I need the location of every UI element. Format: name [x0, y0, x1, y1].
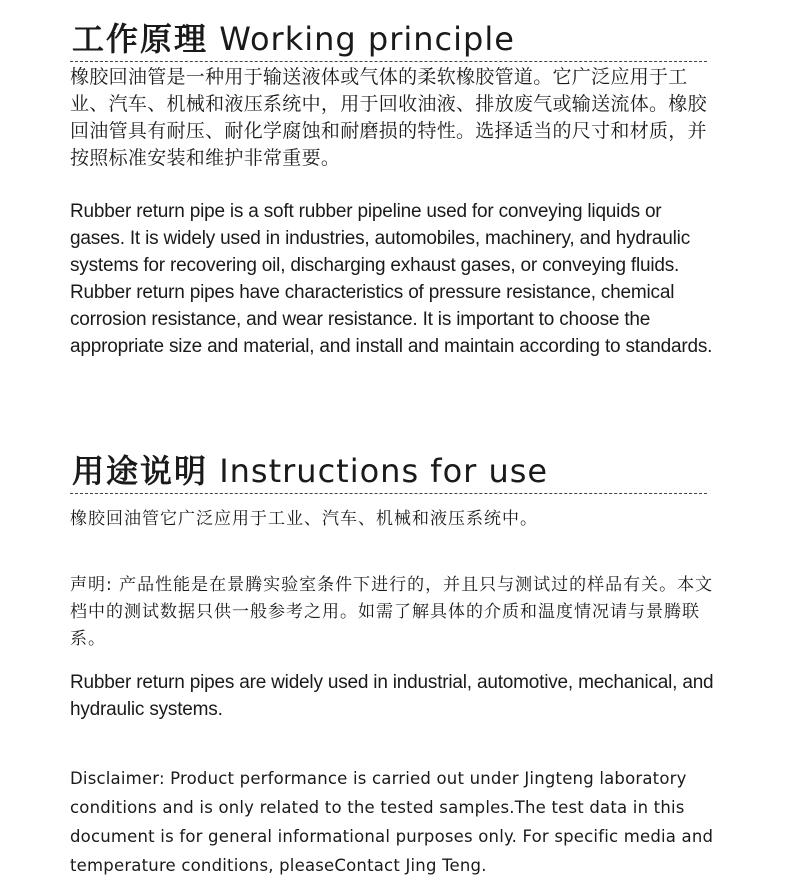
disclaimer-cn: 声明: 产品性能是在景腾实验室条件下进行的，并且只与测试过的样品有关。本文档中的测试数据只供一般参考之用。如需了解具体的介质和温度情况请与景腾联系。 [70, 575, 714, 649]
instructions-text-en: Rubber return pipes are widely used in industrial, automotive, mechanical, and hydraulic systems. [70, 672, 714, 720]
instructions-title-cn: 用途说明 [72, 452, 209, 490]
working-principle-title-cn: 工作原理 [72, 20, 209, 58]
working-principle-text-en: Rubber return pipe is a soft rubber pipeline used for conveying liquids or gases. It is widely used in industries, automobiles, machinery, and hydraulic systems for recovering oil, discharging exhaust gases, or conveying fluids. Rubber return pipes have characteristics of pressure resistance, chemical corrosion resistance, and wear resistance. It is important to choose the appropriate size and material, and install and maintain according to standards. [70, 201, 713, 357]
disclaimer-en: Disclaimer: Product performance is carried out under Jingteng laboratory conditions and is only related to the tested samples.The test data in this document is for general informational purposes only. For specific media and temperature conditions, pleaseContact Jing Teng. [70, 769, 714, 875]
instructions-title-en: Instructions for use [219, 452, 549, 490]
section-divider [70, 61, 707, 62]
working-principle-text-cn: 橡胶回油管是一种用于输送液体或气体的柔软橡胶管道。它广泛应用于工业、汽车、机械和液压系统中，用于回收油液、排放废气或输送流体。橡胶回油管具有耐压、耐化学腐蚀和耐磨损的特性。选择适当的尺寸和材质，并按照标准安装和维护非常重要。 [70, 66, 707, 169]
section-divider [70, 493, 707, 494]
instructions-text-cn: 橡胶回油管它广泛应用于工业、汽车、机械和液压系统中。 [70, 509, 538, 529]
working-principle-title-en: Working principle [219, 20, 515, 58]
instructions-title [72, 446, 548, 492]
working-principle-title [72, 14, 515, 60]
